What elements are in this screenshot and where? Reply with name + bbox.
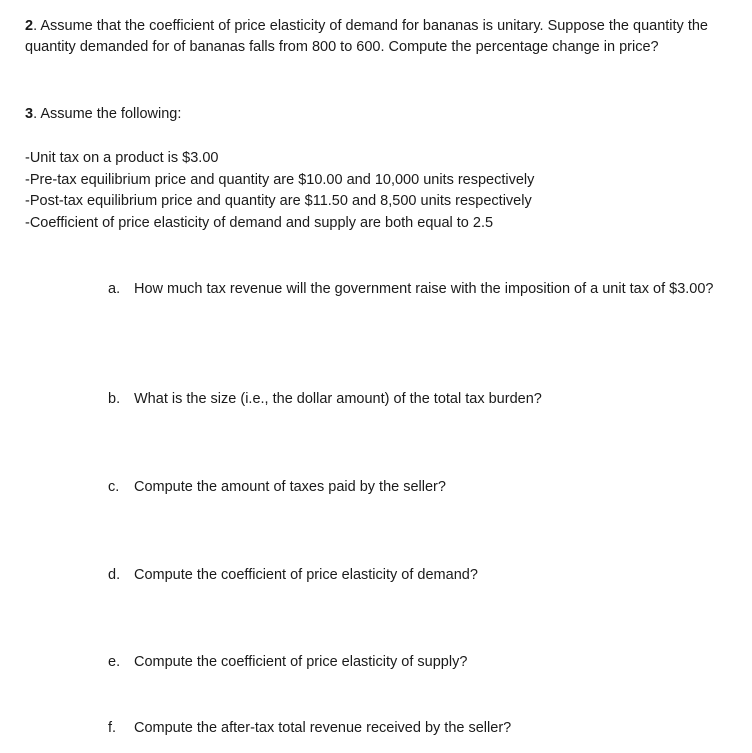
question-3-intro: . Assume the following: bbox=[33, 106, 182, 122]
question-2 bbox=[25, 16, 740, 58]
part-c bbox=[108, 477, 718, 498]
part-b bbox=[108, 389, 718, 410]
part-a bbox=[108, 279, 718, 300]
part-d bbox=[108, 565, 718, 586]
given-item: -Pre-tax equilibrium price and quantity are $10.00 and 10,000 units respectively bbox=[25, 171, 535, 188]
part-b-letter: b. bbox=[108, 391, 121, 407]
question-2-number: 2 bbox=[25, 18, 34, 34]
part-f-letter: f. bbox=[108, 720, 117, 736]
given-item: -Unit tax on a product is $3.00 bbox=[25, 150, 219, 166]
part-b-text: What is the size (i.e., the dollar amount) of the total tax burden? bbox=[134, 391, 542, 407]
part-d-text: Compute the coefficient of price elasticity of demand? bbox=[134, 567, 478, 583]
given-item: -Post-tax equilibrium price and quantity are $11.50 and 8,500 units respectively bbox=[25, 193, 532, 209]
question-3-number: 3 bbox=[25, 106, 34, 122]
part-e bbox=[108, 652, 718, 673]
question-3-heading bbox=[25, 104, 725, 125]
part-e-text: Compute the coefficient of price elasticity of supply? bbox=[134, 654, 468, 670]
part-c-text: Compute the amount of taxes paid by the seller? bbox=[134, 479, 446, 495]
part-e-letter: e. bbox=[108, 654, 121, 670]
part-d-letter: d. bbox=[108, 567, 121, 583]
given-item: -Coefficient of price elasticity of demand and supply are both equal to 2.5 bbox=[25, 214, 494, 231]
part-c-letter: c. bbox=[108, 479, 120, 495]
part-f-text: Compute the after-tax total revenue received by the seller? bbox=[134, 720, 512, 736]
part-f bbox=[108, 718, 718, 739]
part-a-text: How much tax revenue will the government raise with the imposition of a unit tax of $3.00? bbox=[134, 281, 714, 297]
part-a-letter: a. bbox=[108, 281, 121, 297]
question-2-text: . Assume that the coefficient of price elasticity of demand for bananas is unitary. Suppose the quantity the quantity demanded for of bananas falls from 800 to 600. Compute the percentage change in price? bbox=[25, 18, 708, 55]
given-list bbox=[25, 148, 725, 234]
